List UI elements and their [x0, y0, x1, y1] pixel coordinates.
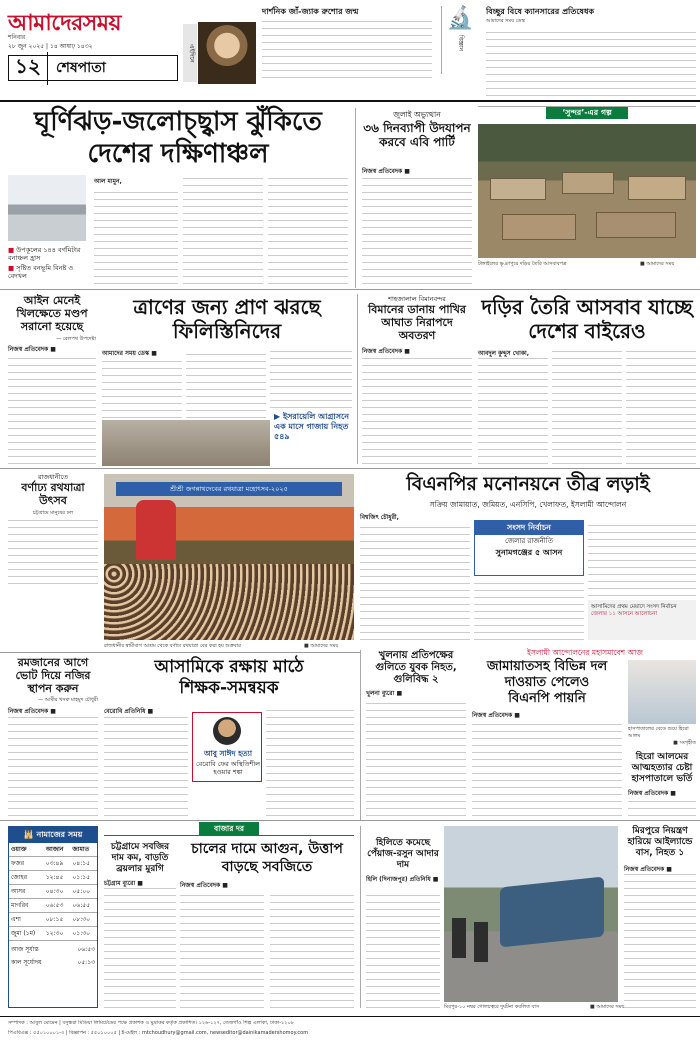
cancer-title[interactable]: বিচ্ছুর বিষে ক্যানসারের প্রতিষেধক — [486, 7, 595, 16]
prayer-title: 🕌 নামাজের সময় — [9, 827, 97, 843]
bazar-tag[interactable]: বাজার দর — [199, 822, 259, 835]
rousseau-body — [262, 18, 432, 78]
person-shape — [474, 922, 488, 962]
khulna-body — [366, 698, 466, 816]
sunrise-row: কাল সূর্যোদয় ০৫:১৩ — [11, 959, 95, 966]
rath-sub: চট্টগ্রামে মানুষের ঢল — [32, 510, 74, 516]
ramzan-headline[interactable]: রমজানের আগে ভোট দিয়ে নজির স্থাপন করুন — [15, 656, 91, 695]
bullet-icon: ■ — [8, 246, 17, 254]
bazar-side-body — [104, 888, 176, 1008]
bnp-byline: বিশ্বজিৎ চৌধুরী, — [360, 514, 399, 521]
bazar-onion-byline: হিলি (দিনাজপুর) প্রতিনিধি ■ — [366, 876, 439, 883]
jamaat-byline: নিজস্ব প্রতিবেদক ■ — [472, 712, 520, 719]
teacher-body-1 — [104, 716, 188, 816]
rath-caption: রাজধানীর স্বামীবাগ আশ্রম থেকে বর্ণাঢ্য রথযাত্রা বের করা হয় শুক্রবার — [104, 643, 241, 649]
sundar-photo — [478, 124, 696, 258]
footer-line-1: সম্পাদক : আবুল মোমেন | বসুন্ধরা মিডিয়া লিমিটেডের পক্ষে প্রকাশক ও মুদ্রাকর কর্তৃক প্রকাশিত। ১২৬-১২৭, তেজগাঁও শিল্প এলাকা, ঢাকা-১২০৮ — [8, 1020, 294, 1026]
bazar-header — [104, 822, 354, 836]
mosque-icon: 🕌 — [23, 830, 37, 839]
lead-body-2 — [183, 178, 263, 284]
jamaat-headline-1[interactable]: জামায়াতসহ বিভিন্ন দল — [486, 659, 608, 674]
khulna-headline[interactable]: খুলনায় প্রতিপক্ষের গুলিতে যুবক নিহত, গুলিবিদ্ধ ২ — [375, 650, 457, 685]
bazar-onion-body — [366, 892, 440, 1008]
bnp-body-1 — [360, 522, 470, 640]
footer-line-2: পিএবিএক্স : ৫৫০১০০০১-৩ | বিজ্ঞাপন : ৫৫০১০০০৫ | ই-মেইল : mtchoudhury@gmail.com, newseditor@dainikamadershomoy.com — [8, 1030, 309, 1036]
col-rule — [360, 650, 361, 820]
sundar-body-1 — [478, 358, 548, 464]
cancer-body — [486, 26, 696, 96]
page-label-box — [8, 55, 178, 81]
col-rule — [357, 294, 358, 464]
lead-bullet-2: ■ সৃষ্টিত বনভূমি বিনষ্ট ও বেদখল — [8, 264, 74, 280]
sundar-caption: টাঙ্গাইলের ভূঞাপুরে দড়ির তৈরি আসবাবপত্র — [478, 261, 567, 267]
bazar-main-body-2 — [270, 890, 354, 1008]
teacher-quote-text: বেরোবি ফের অস্থিতিশীল হওয়ার শঙ্কা — [196, 760, 260, 776]
gaza-inset[interactable]: ▶ ইসরায়েলি আগ্রাসনে এক মাসে গাজায় নিহত ৫৪৯ — [274, 412, 349, 441]
shahjalal-body — [362, 356, 472, 464]
rousseau-title[interactable]: দার্শনিক জাঁ-জ্যাক রুশোর জন্ম — [262, 7, 359, 16]
mirpur-caption: মিরপুর-১০ নম্বর গোলচত্বরে দুর্ঘটনা কবলিত বাস — [444, 1004, 540, 1010]
rousseau-portrait — [198, 22, 256, 84]
masthead-day: শনিবার — [8, 34, 26, 41]
microscope-icon: 🔬 — [446, 6, 475, 31]
rath-credit: ■ আমাদের সময় — [304, 643, 339, 649]
bnp-headline[interactable]: বিএনপির মনোনয়নে তীব্র লড়াই — [406, 473, 650, 495]
sundar-body-2 — [552, 350, 622, 464]
rope-table-3 — [628, 176, 686, 200]
hero-photo-credit: ■ সংগৃহীত — [673, 740, 696, 746]
bullet-icon: ■ — [8, 264, 17, 272]
col-rule — [355, 108, 356, 288]
rousseau-tag: এইদিনে — [183, 24, 197, 82]
bnp-body-3 — [588, 522, 696, 596]
bazar-main-headline-2[interactable]: বাড়ছে সবজিতে — [221, 859, 313, 875]
sundar-headline-1[interactable]: দড়ির তৈরি আসবাব যাচ্ছে — [481, 295, 693, 319]
bnp-body-2 — [474, 580, 584, 640]
cancer-source: আমাদের সময় ডেস্ক — [486, 18, 525, 24]
lead-photo — [8, 175, 86, 241]
row-rule — [0, 652, 360, 653]
gaza-body-2 — [186, 350, 266, 418]
teacher-headline-1[interactable]: আসামিকে রক্ষায় মাঠে — [154, 657, 304, 677]
teacher-quote-name: আবু সাঈদ হত্যা — [203, 749, 253, 758]
sundar-credit: ■ আমাদের সময় — [640, 261, 675, 267]
prayer-box — [8, 826, 98, 1008]
row-rule — [0, 468, 700, 469]
bnp-box-sub: জেলার রাজনীতি — [504, 537, 553, 545]
gaza-headline-1[interactable]: ত্রাণের জন্য প্রাণ ঝরছে — [133, 295, 321, 319]
hero-headline[interactable]: হিরো আলমের আত্মহত্যার চেষ্টা হাসপাতালে ভর্তি — [631, 752, 693, 784]
bazar-side-byline: চট্টগ্রাম ব্যুরো ■ — [104, 880, 143, 887]
bus-shape — [500, 877, 604, 948]
row-rule — [0, 289, 700, 290]
aain-sub: — রেলপথ উপদেষ্টা — [56, 336, 96, 342]
bazar-main-body-1 — [180, 890, 264, 1008]
table-row: এশা ০৮:১৫ ০৮:৩০ — [9, 913, 97, 927]
bazar-onion-headline[interactable]: হিলিতে কমেছে পেঁয়াজ-রসুন আদার দাম — [367, 838, 439, 870]
masthead-logo[interactable]: আমাদেরসময় — [8, 11, 121, 36]
bnp-box[interactable] — [474, 520, 584, 576]
teacher-headline-2[interactable]: শিক্ষক-সমন্বয়ক — [179, 678, 279, 698]
avatar — [213, 717, 241, 745]
jamaat-headline-3[interactable]: বিএনপি পায়নি — [508, 691, 586, 706]
table-row: মাগরিব ০৬:৫৩ ০৬:৫৫ — [9, 899, 97, 913]
row-rule — [0, 820, 700, 821]
rath-body — [8, 520, 98, 584]
prayer-col-azan: আজান — [44, 843, 71, 857]
shahjalal-headline[interactable]: বিমানের ডানায় পাখির আঘাত নিরাপদে অবতরণ — [368, 303, 466, 342]
person-shape — [452, 918, 466, 958]
masthead-date: ২৮ জুন ২০২৫ | ১৪ আষাঢ় ১৪৩২ — [8, 43, 93, 50]
page-number: ১২ — [9, 52, 48, 85]
lead-byline: আল মামুন, — [94, 178, 122, 185]
ramzan-body — [8, 716, 98, 816]
bnp-box-title: সংসদ নির্বাচন — [475, 521, 583, 535]
mirpur-photo — [444, 826, 618, 1002]
rath-photo — [104, 474, 354, 640]
mirpur-headline[interactable]: মিরপুরে নিয়ন্ত্রণ হারিয়ে আইল্যান্ডে বাস, নিহত ১ — [627, 826, 693, 858]
july-byline: নিজস্ব প্রতিবেদক ■ — [362, 168, 410, 175]
rope-table-5 — [596, 212, 676, 238]
table-row: আসর ০৪:৩০ ০৫:০০ — [9, 885, 97, 899]
khulna-byline: খুলনা ব্যুরো ■ — [366, 690, 403, 697]
july-headline[interactable]: ৩৬ দিনব্যাপী উদযাপন করবে এবি পার্টি — [363, 121, 471, 149]
gaza-body-3 — [270, 350, 352, 408]
bazar-main-headline-1[interactable]: চালের দামে আগুন, উত্তাপ — [191, 841, 343, 857]
lead-bullet-1: ■ উপকূলের ১৪৪ বর্গমিটার বনাঞ্চল হ্রাস — [8, 246, 81, 262]
bnp-sub: সক্রিয় জামায়াত, জমিয়ত, এনসিপি, খেলাফত, ইসলামী আন্দোলন — [429, 500, 627, 509]
hero-byline: নিজস্ব প্রতিবেদক ■ — [628, 790, 676, 797]
gaza-body-1 — [102, 358, 182, 418]
sunset-row: আজ সূর্যাস্ত ০৬:৫৩ — [11, 946, 95, 953]
bazar-main-byline: নিজস্ব প্রতিবেদক ■ — [180, 882, 228, 889]
bnp-box-seats: সুনামগঞ্জের ৫ আসন — [495, 548, 563, 557]
aain-byline: নিজস্ব প্রতিবেদক ■ — [8, 346, 56, 353]
prayer-col-waqt: ওয়াক্ত — [9, 843, 44, 857]
rope-table-2 — [562, 172, 614, 194]
teacher-body-2 — [266, 708, 354, 816]
bazar-side-headline[interactable]: চট্টগ্রামে সবজির দাম কম, বাড়তি ব্রয়লার মুরগি — [110, 842, 170, 874]
table-row: জোহর ১২:৪৫ ০১:১৫ — [9, 871, 97, 885]
mirpur-credit: ■ আমাদের সময় — [590, 1004, 625, 1010]
july-kicker: জুলাই অভ্যুত্থান — [393, 110, 441, 119]
election-mini[interactable]: আসামিদের প্রথম মেয়াদে সংসদ নির্বাচন জেলার ১১ আসনে আলোচনা — [588, 600, 696, 640]
hero-photo — [628, 660, 696, 724]
lead-headline-1[interactable]: ঘূর্ণিঝড়-জলোচ্ছ্বাস ঝুঁকিতে — [34, 107, 322, 137]
aain-headline[interactable]: আইন মেনেই খিলক্ষেতে মণ্ডপ সরানো হয়েছে — [16, 294, 88, 333]
prayer-col-jamat: জামাত — [70, 843, 97, 857]
chevron-right-icon: ▶ — [274, 412, 283, 421]
jamaat-body — [472, 720, 622, 816]
rope-table-1 — [490, 178, 546, 200]
shahjalal-kicker: শাহজালাল বিমানবন্দর — [388, 295, 446, 303]
rope-table-4 — [502, 214, 576, 240]
lead-headline-2[interactable]: দেশের দক্ষিণাঞ্চল — [87, 139, 269, 169]
sundar-header — [478, 106, 696, 120]
teacher-byline: বেরোবি প্রতিনিধি ■ — [104, 708, 154, 715]
sundar-tag[interactable]: ‘সুন্দর’-এর গল্প — [546, 107, 628, 119]
crowd-shape — [104, 564, 354, 640]
table-row: ফজর ০৩:৪৯ ০৪:১৫ — [9, 857, 97, 871]
sundar-headline-2[interactable]: দেশের বাইরেও — [528, 319, 646, 343]
aain-body — [8, 354, 96, 464]
table-row: জুমা (১ম) ১২:৩০ ০১:৩০ — [9, 927, 97, 941]
hero-body — [628, 798, 696, 816]
lead-body-3 — [268, 178, 348, 284]
gaza-photo — [102, 420, 270, 466]
july-body — [362, 176, 472, 284]
sundar-body-3 — [626, 350, 696, 464]
gaza-headline-2[interactable]: ফিলিস্তিনিদের — [172, 319, 282, 343]
ramzan-byline: নিজস্ব প্রতিবেদক ■ — [8, 708, 56, 715]
lead-body-1 — [94, 186, 178, 284]
jamaat-headline-2[interactable]: দাওয়াত পেলেও — [504, 675, 590, 690]
cancer-tag: 🔬 বিজ্ঞান — [441, 6, 479, 74]
rath-headline[interactable]: বর্ণাঢ্য রথযাত্রা উৎসব — [21, 481, 85, 507]
ramzan-sub: — আমীর খসরু মাহমুদ চৌধুরী — [38, 697, 98, 703]
page-name: শেষপাতা — [55, 60, 106, 76]
shahjalal-byline: নিজস্ব প্রতিবেদক ■ — [362, 348, 410, 355]
prayer-table — [9, 843, 97, 941]
rath-kicker: রাজধানীতে — [37, 473, 69, 481]
sundar-byline: আবদুল কুদ্দুস খোকা, — [478, 350, 530, 357]
rath-banner: শ্রীশ্রী জগন্নাথদেবের রথযাত্রা মহোৎসব-২০২৫ — [116, 482, 342, 496]
jamaat-kicker: ইসলামী আন্দোলনের মহাসমাবেশ আজ — [527, 648, 643, 657]
footer-rule — [0, 1016, 700, 1017]
chariot-shape — [136, 500, 176, 560]
gaza-byline: আমাদের সময় ডেস্ক ■ — [102, 350, 157, 357]
masthead-rule — [0, 100, 700, 102]
col-rule — [360, 826, 361, 1008]
hero-photo-caption: হাসপাতালের বেডে শুয়ে হিরো আলম — [628, 726, 689, 739]
teacher-quote-box — [192, 712, 262, 782]
mirpur-body — [624, 874, 696, 1008]
mirpur-byline: নিজস্ব প্রতিবেদক ■ — [624, 866, 672, 873]
